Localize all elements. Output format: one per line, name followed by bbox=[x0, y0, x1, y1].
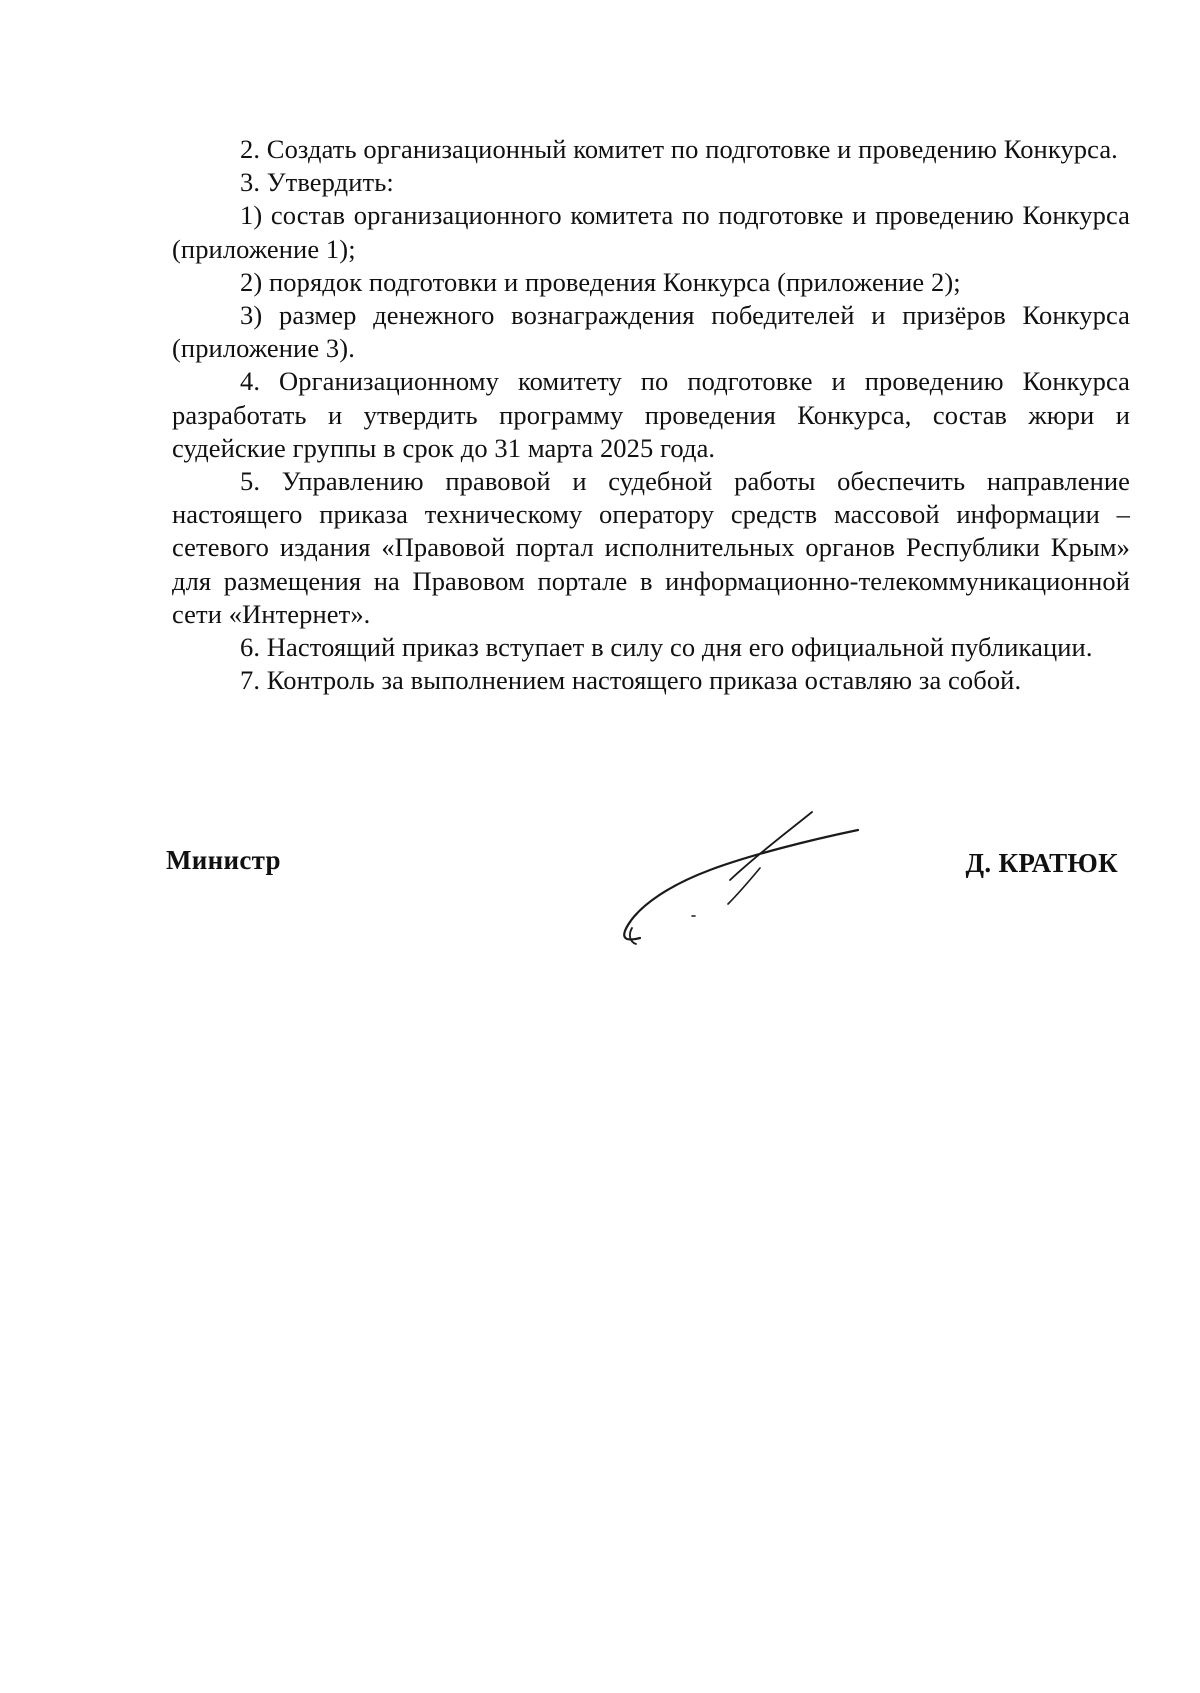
paragraph-3-item-1: 1) состав организационного комитета по подготовке и проведению Конкурса (приложение 1); bbox=[172, 200, 1130, 264]
paragraph-3-item-3: 3) размер денежного вознаграждения победителей и призёров Конкурса (приложение 3). bbox=[172, 300, 1130, 364]
paragraph-6: 6. Настоящий приказ вступает в силу со дня его официальной публикации. bbox=[240, 632, 1093, 663]
signature-stroke-hook bbox=[630, 928, 636, 944]
paragraph-4: 4. Организационному комитету по подготовке и проведению Конкурса разработать и утвердить программу проведения Конкурса, состав жюри и судейские группы в срок до 31 марта 2025 года. bbox=[172, 366, 1130, 463]
signer-name: Д. КРАТЮК bbox=[965, 848, 1118, 878]
paragraph-5: 5. Управлению правовой и судебной работы обеспечить направление настоящего приказа техническому оператору средств массовой информации – сетевого издания «Правовой портал исполнительных органов Республики Крым» для размещения на Правовом портале в информационно-телекоммуникационной сети «Интернет». bbox=[172, 466, 1130, 629]
signature-stroke-main bbox=[624, 830, 858, 939]
paragraph-7: 7. Контроль за выполнением настоящего приказа оставляю за собой. bbox=[240, 665, 1022, 696]
paragraph-3-item-2: 2) порядок подготовки и проведения Конкурса (приложение 2); bbox=[240, 266, 961, 297]
document-body bbox=[172, 133, 1130, 697]
signature-stroke-tail bbox=[728, 868, 760, 904]
paragraph-2: 2. Создать организационный комитет по подготовке и проведению Конкурса. bbox=[240, 134, 1118, 164]
signature-stroke-cross bbox=[730, 812, 812, 880]
signer-position: Министр bbox=[166, 845, 281, 875]
handwritten-signature bbox=[600, 800, 880, 960]
paragraph-3: 3. Утвердить: bbox=[240, 167, 394, 198]
